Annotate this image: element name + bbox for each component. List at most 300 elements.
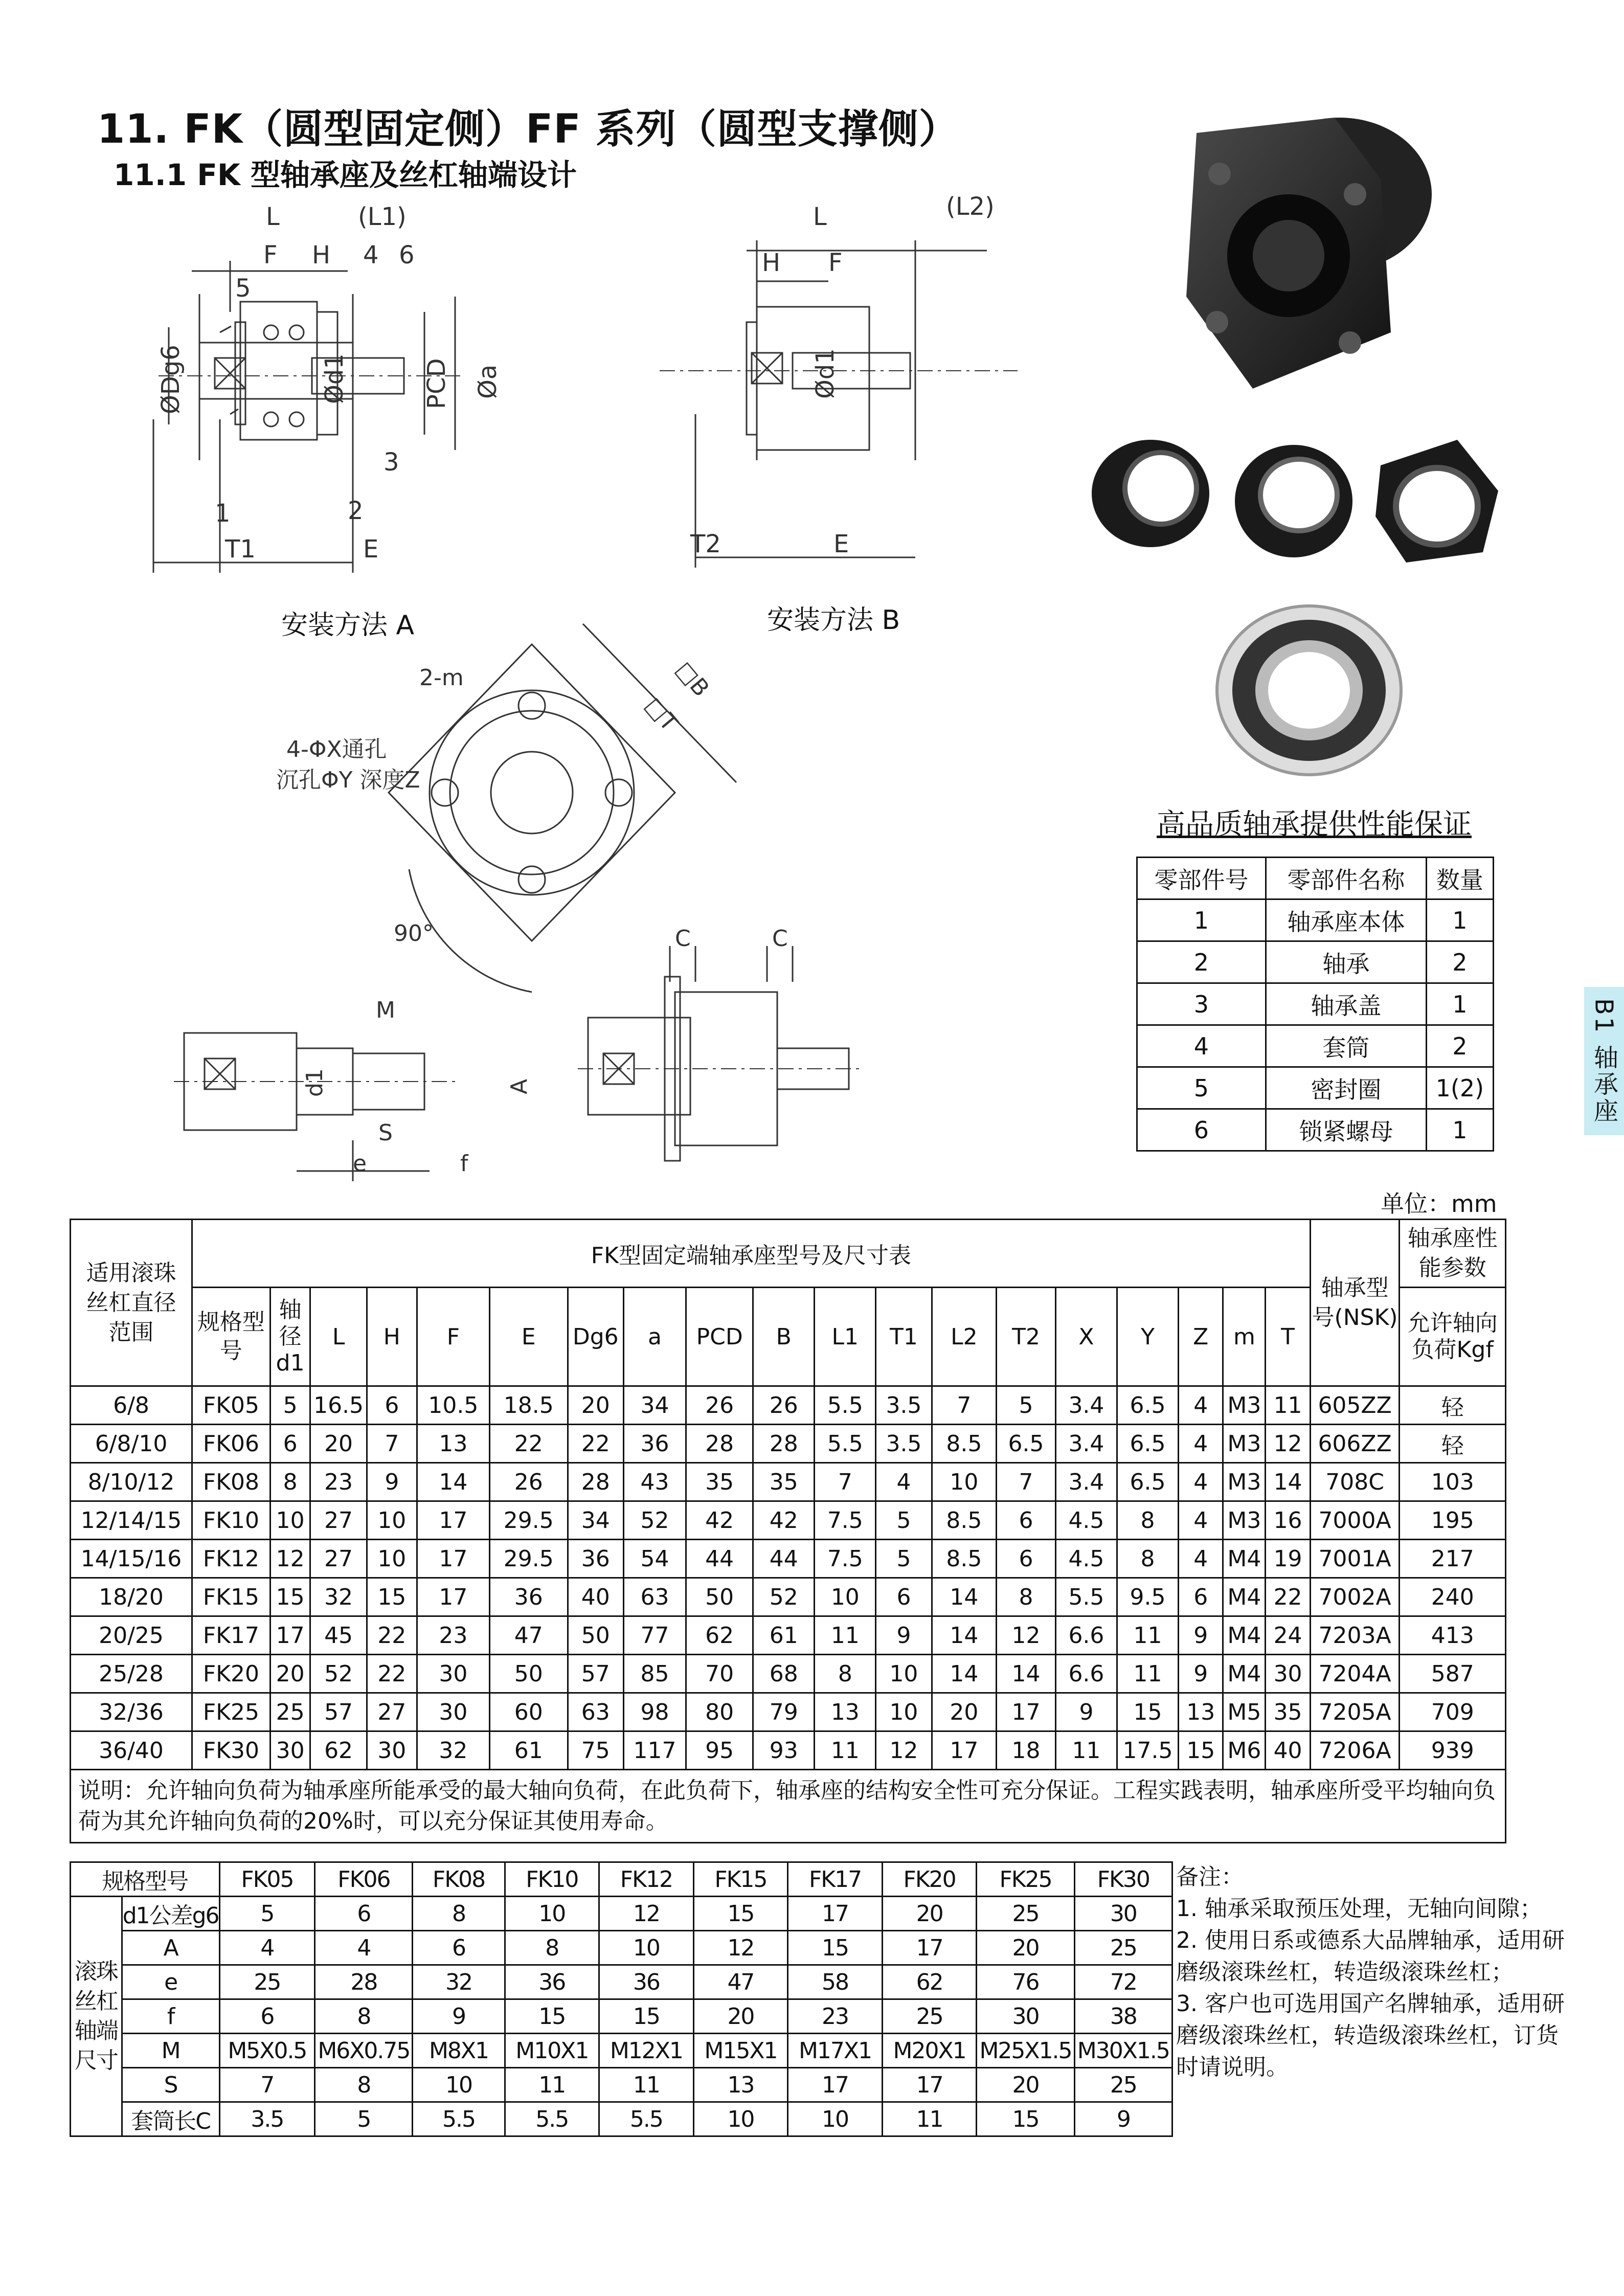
table-cell: 15 bbox=[270, 1578, 310, 1616]
table-cell: 12 bbox=[599, 1897, 694, 1931]
table-cell: 18/20 bbox=[71, 1578, 192, 1616]
header-L: L bbox=[310, 1288, 367, 1386]
drawing-assembled-shaft bbox=[578, 920, 946, 1207]
table-cell: 8/10/12 bbox=[71, 1463, 192, 1501]
label-2m: 2-m bbox=[419, 665, 464, 691]
table-cell: 32 bbox=[413, 1965, 505, 1999]
table-row bbox=[71, 1931, 1172, 1965]
label-F: F bbox=[263, 241, 278, 269]
table-cell: FK17 bbox=[192, 1616, 270, 1655]
header-F: F bbox=[417, 1288, 489, 1386]
label-T: □T bbox=[640, 692, 683, 736]
table-cell: 25 bbox=[882, 1999, 977, 2034]
table-cell: 29.5 bbox=[489, 1501, 568, 1540]
table-cell: 9 bbox=[413, 1999, 505, 2034]
table-cell: 93 bbox=[753, 1731, 815, 1770]
table-cell: 25 bbox=[1074, 2068, 1172, 2102]
table-cell: 50 bbox=[489, 1655, 568, 1693]
header-PCD: PCD bbox=[686, 1288, 753, 1386]
table-cell: 27 bbox=[310, 1501, 367, 1540]
table-cell: 6 bbox=[876, 1578, 932, 1616]
header-Dg6: Dg6 bbox=[568, 1288, 623, 1386]
table-cell: 75 bbox=[568, 1731, 623, 1770]
table-cell: 57 bbox=[568, 1655, 623, 1693]
table-cell: 17 bbox=[932, 1731, 997, 1770]
table-cell: 11 bbox=[505, 2068, 599, 2102]
table-cell: 12 bbox=[693, 1931, 788, 1965]
table-cell: 7 bbox=[815, 1463, 876, 1501]
table-cell: 17 bbox=[417, 1501, 489, 1540]
table-cell: 4 bbox=[315, 1931, 413, 1965]
table-cell: M3 bbox=[1223, 1501, 1266, 1540]
table-cell: 4 bbox=[876, 1463, 932, 1501]
table-cell: 34 bbox=[568, 1501, 623, 1540]
table-cell: 5.5 bbox=[815, 1386, 876, 1425]
cell: 5 bbox=[1137, 1067, 1266, 1109]
remark-item: 3. 客户也可选用国产名牌轴承，适用研磨级滚珠丝杠，转造级滚珠丝杠，订货时请说明。 bbox=[1176, 1991, 1565, 2080]
label-L1: (L1) bbox=[358, 202, 407, 231]
table-cell: 9.5 bbox=[1117, 1578, 1178, 1616]
table-cell: 14 bbox=[932, 1616, 997, 1655]
table-row bbox=[71, 1578, 1506, 1616]
table-cell: FK25 bbox=[192, 1693, 270, 1731]
table-cell: 20/25 bbox=[71, 1616, 192, 1655]
table-cell: 3.4 bbox=[1055, 1386, 1117, 1425]
table-cell: 14/15/16 bbox=[71, 1540, 192, 1578]
caption-method-b: 安装方法 B bbox=[767, 605, 900, 636]
cell: 套筒 bbox=[1266, 1025, 1426, 1067]
table-row bbox=[71, 1540, 1506, 1578]
table-cell: FK06 bbox=[192, 1425, 270, 1463]
table-cell: 26 bbox=[686, 1386, 753, 1425]
table-cell: M3 bbox=[1223, 1386, 1266, 1425]
table-subheader-row bbox=[71, 1288, 1506, 1386]
label-dg6: ØDg6 bbox=[156, 345, 185, 414]
table-cell: 11 bbox=[1266, 1386, 1310, 1425]
table-cell: 8.5 bbox=[932, 1540, 997, 1578]
cell: 轴承座本体 bbox=[1266, 899, 1426, 941]
table-cell: 27 bbox=[367, 1693, 417, 1731]
table-cell: 10 bbox=[693, 2102, 788, 2136]
table-cell: 22 bbox=[367, 1655, 417, 1693]
table-cell: 61 bbox=[753, 1616, 815, 1655]
table-cell: 8 bbox=[315, 1999, 413, 2034]
table-cell: 10 bbox=[788, 2102, 883, 2136]
remarks-title: 备注： bbox=[1176, 1864, 1244, 1890]
table-cell: 240 bbox=[1400, 1578, 1506, 1616]
table-cell: 5 bbox=[876, 1540, 932, 1578]
table-cell: 20 bbox=[882, 1897, 977, 1931]
table-cell: 12 bbox=[876, 1731, 932, 1770]
table-cell: 6/8 bbox=[71, 1386, 192, 1425]
header-d1: 轴径d1 bbox=[270, 1288, 310, 1386]
header-group-title: FK型固定端轴承座型号及尺寸表 bbox=[192, 1220, 1311, 1288]
cell: 轴承 bbox=[1266, 941, 1426, 983]
header-model: FK08 bbox=[413, 1862, 505, 1897]
header-model: FK30 bbox=[1074, 1862, 1172, 1897]
table-cell: 8 bbox=[815, 1655, 876, 1693]
table-cell: 16 bbox=[1266, 1501, 1310, 1540]
table-cell: 6.5 bbox=[1117, 1386, 1178, 1425]
table-cell: 20 bbox=[932, 1693, 997, 1731]
table-cell: 32 bbox=[417, 1731, 489, 1770]
table-cell: 30 bbox=[1266, 1655, 1310, 1693]
table-cell: 11 bbox=[1117, 1616, 1178, 1655]
table-cell: 17.5 bbox=[1117, 1731, 1178, 1770]
table-cell: 3.4 bbox=[1055, 1463, 1117, 1501]
table-cell: 22 bbox=[489, 1425, 568, 1463]
header-T1: T1 bbox=[876, 1288, 932, 1386]
table-cell: 80 bbox=[686, 1693, 753, 1731]
table-cell: M8X1 bbox=[413, 2034, 505, 2068]
label-B: □B bbox=[670, 657, 714, 702]
label-e: e bbox=[353, 1151, 367, 1177]
table-cell: 5 bbox=[219, 1897, 315, 1931]
table-cell: 36 bbox=[623, 1425, 686, 1463]
header-model: FK25 bbox=[977, 1862, 1074, 1897]
table-cell: 7204A bbox=[1310, 1655, 1400, 1693]
table-cell: 20 bbox=[977, 1931, 1074, 1965]
table-cell: 20 bbox=[568, 1386, 623, 1425]
table-cell: FK15 bbox=[192, 1578, 270, 1616]
table-cell: 6 bbox=[219, 1999, 315, 2034]
table-cell: 6.5 bbox=[997, 1425, 1056, 1463]
table-cell: 轻 bbox=[1400, 1425, 1506, 1463]
table-cell: 63 bbox=[568, 1693, 623, 1731]
label-y-counterbore: 沉孔ΦY 深度Z bbox=[276, 767, 420, 793]
table-cell: 95 bbox=[686, 1731, 753, 1770]
table-cell: 6 bbox=[997, 1501, 1056, 1540]
table-cell: 709 bbox=[1400, 1693, 1506, 1731]
table-cell: 30 bbox=[977, 1999, 1074, 2034]
cell: 1 bbox=[1426, 983, 1493, 1025]
table-cell: 6 bbox=[270, 1425, 310, 1463]
table-cell: FK20 bbox=[192, 1655, 270, 1693]
header-T2: T2 bbox=[997, 1288, 1056, 1386]
table-cell: 23 bbox=[310, 1463, 367, 1501]
label-A: A bbox=[506, 1078, 532, 1094]
table-cell: FK30 bbox=[192, 1731, 270, 1770]
table-cell: 28 bbox=[686, 1425, 753, 1463]
header-B: B bbox=[753, 1288, 815, 1386]
cell: 2 bbox=[1426, 941, 1493, 983]
product-photo-nut bbox=[1370, 430, 1503, 568]
header-E: E bbox=[489, 1288, 568, 1386]
header-model: FK10 bbox=[505, 1862, 599, 1897]
table-row bbox=[71, 1425, 1506, 1463]
table-cell: 36 bbox=[505, 1965, 599, 1999]
cell: 6 bbox=[1137, 1109, 1266, 1151]
header-L2: L2 bbox=[932, 1288, 997, 1386]
table-cell: 11 bbox=[1117, 1655, 1178, 1693]
table-cell: 4 bbox=[1179, 1501, 1223, 1540]
table-cell: M3 bbox=[1223, 1463, 1266, 1501]
table-cell: 36 bbox=[568, 1540, 623, 1578]
product-photo-housing bbox=[1166, 102, 1442, 409]
table-row bbox=[1137, 941, 1494, 983]
table-row bbox=[71, 2034, 1172, 2068]
drawing-method-a bbox=[138, 194, 639, 583]
table-row bbox=[1137, 1109, 1494, 1151]
table-cell: 30 bbox=[270, 1731, 310, 1770]
header-screw-range: 适用滚珠丝杠直径范围 bbox=[71, 1220, 192, 1386]
table-cell: 10 bbox=[876, 1693, 932, 1731]
table-cell: 26 bbox=[489, 1463, 568, 1501]
table-cell: 11 bbox=[815, 1616, 876, 1655]
table-cell: M25X1.5 bbox=[977, 2034, 1074, 2068]
table-cell: 23 bbox=[788, 1999, 883, 2034]
header-H: H bbox=[367, 1288, 417, 1386]
row-label: d1公差g6 bbox=[122, 1897, 219, 1931]
table-cell: 40 bbox=[568, 1578, 623, 1616]
header-model: FK15 bbox=[693, 1862, 788, 1897]
table-cell: 7205A bbox=[1310, 1693, 1400, 1731]
table-cell: 6 bbox=[413, 1931, 505, 1965]
header-X: X bbox=[1055, 1288, 1117, 1386]
drawing-shaft-end bbox=[174, 972, 562, 1197]
parts-table bbox=[1136, 857, 1494, 1152]
table-cell: 47 bbox=[489, 1616, 568, 1655]
table-cell: 36 bbox=[599, 1965, 694, 1999]
table-cell: 4 bbox=[219, 1931, 315, 1965]
label-E: E bbox=[833, 530, 849, 558]
header-part-name: 零部件名称 bbox=[1266, 858, 1426, 899]
table-cell: 77 bbox=[623, 1616, 686, 1655]
table-cell: 15 bbox=[367, 1578, 417, 1616]
table-cell: 32 bbox=[310, 1578, 367, 1616]
caption-method-a: 安装方法 A bbox=[281, 610, 415, 641]
table-cell: 8 bbox=[413, 1897, 505, 1931]
table-row bbox=[71, 1897, 1172, 1931]
page-title: 11. FK（圆型固定侧）FF 系列（圆型支撑侧） bbox=[97, 106, 959, 152]
table-cell: 98 bbox=[623, 1693, 686, 1731]
table-cell: 11 bbox=[815, 1731, 876, 1770]
table-cell: 606ZZ bbox=[1310, 1425, 1400, 1463]
table-cell: 13 bbox=[815, 1693, 876, 1731]
table-cell: 15 bbox=[977, 2102, 1074, 2136]
table-cell: 8 bbox=[1117, 1501, 1178, 1540]
label-C1: C bbox=[675, 926, 691, 952]
table-row bbox=[71, 1463, 1506, 1501]
drawing-method-b bbox=[660, 189, 1048, 578]
table-cell: 22 bbox=[1266, 1578, 1310, 1616]
header-model: FK06 bbox=[315, 1862, 413, 1897]
table-cell: 23 bbox=[417, 1616, 489, 1655]
table-cell: 14 bbox=[932, 1655, 997, 1693]
table-cell: 62 bbox=[882, 1965, 977, 1999]
table-cell: M4 bbox=[1223, 1540, 1266, 1578]
table-cell: M12X1 bbox=[599, 2034, 694, 2068]
table-cell: 20 bbox=[693, 1999, 788, 2034]
product-photo-ring-1 bbox=[1084, 430, 1217, 557]
header-m: m bbox=[1223, 1288, 1266, 1386]
table-cell: 79 bbox=[753, 1693, 815, 1731]
table-cell: FK08 bbox=[192, 1463, 270, 1501]
table-cell: 7203A bbox=[1310, 1616, 1400, 1655]
table-cell: 28 bbox=[568, 1463, 623, 1501]
label-T2: T2 bbox=[690, 530, 721, 558]
header-axial-load: 允许轴向负荷Kgf bbox=[1400, 1288, 1506, 1386]
table-cell: 4 bbox=[1179, 1425, 1223, 1463]
cell: 2 bbox=[1137, 941, 1266, 983]
table-cell: 18 bbox=[997, 1731, 1056, 1770]
table-cell: 25 bbox=[1074, 1931, 1172, 1965]
table-cell: 17 bbox=[270, 1616, 310, 1655]
table-cell: 103 bbox=[1400, 1463, 1506, 1501]
table-cell: 11 bbox=[599, 2068, 694, 2102]
table-cell: 8.5 bbox=[932, 1425, 997, 1463]
label-pcd: PCD bbox=[422, 358, 451, 409]
table-cell: FK10 bbox=[192, 1501, 270, 1540]
table-cell: 605ZZ bbox=[1310, 1386, 1400, 1425]
table-cell: 5.5 bbox=[1055, 1578, 1117, 1616]
table-cell: 15 bbox=[599, 1999, 694, 2034]
table-cell: 9 bbox=[367, 1463, 417, 1501]
table-cell: 13 bbox=[417, 1425, 489, 1463]
table-row bbox=[71, 1965, 1172, 1999]
table-cell: 61 bbox=[489, 1731, 568, 1770]
table-cell: FK12 bbox=[192, 1540, 270, 1578]
table-cell: 217 bbox=[1400, 1540, 1506, 1578]
header-part-no: 零部件号 bbox=[1137, 858, 1266, 899]
table-cell: 14 bbox=[417, 1463, 489, 1501]
table-cell: 28 bbox=[315, 1965, 413, 1999]
table-header-row bbox=[71, 1220, 1506, 1288]
table-cell: 708C bbox=[1310, 1463, 1400, 1501]
table-cell: 9 bbox=[1179, 1655, 1223, 1693]
table-row bbox=[71, 1501, 1506, 1540]
table-cell: 15 bbox=[693, 1897, 788, 1931]
table-cell: M17X1 bbox=[788, 2034, 883, 2068]
header-model: FK20 bbox=[882, 1862, 977, 1897]
table-cell: 42 bbox=[753, 1501, 815, 1540]
table-cell: 8.5 bbox=[932, 1501, 997, 1540]
table-cell: 11 bbox=[1055, 1731, 1117, 1770]
table-cell: 35 bbox=[686, 1463, 753, 1501]
header-a: a bbox=[623, 1288, 686, 1386]
table-row bbox=[71, 1655, 1506, 1693]
cell: 4 bbox=[1137, 1025, 1266, 1067]
header-model: FK05 bbox=[219, 1862, 315, 1897]
table-cell: 15 bbox=[505, 1999, 599, 2034]
table-cell: 5 bbox=[315, 2102, 413, 2136]
table-cell: 35 bbox=[753, 1463, 815, 1501]
table-cell: 587 bbox=[1400, 1655, 1506, 1693]
table-row bbox=[71, 1693, 1506, 1731]
table-row bbox=[1137, 899, 1494, 941]
table-cell: 6 bbox=[367, 1386, 417, 1425]
table-cell: M4 bbox=[1223, 1616, 1266, 1655]
table-row bbox=[71, 1999, 1172, 2034]
table-cell: 15 bbox=[788, 1931, 883, 1965]
table-cell: 413 bbox=[1400, 1616, 1506, 1655]
table-cell: 20 bbox=[977, 2068, 1074, 2102]
label-M: M bbox=[376, 997, 395, 1023]
shaft-end-table bbox=[70, 1861, 1173, 2137]
table-cell: 62 bbox=[686, 1616, 753, 1655]
table-body bbox=[71, 1862, 1172, 2136]
table-cell: 17 bbox=[997, 1693, 1056, 1731]
table-cell: 9 bbox=[876, 1616, 932, 1655]
header-Y: Y bbox=[1117, 1288, 1178, 1386]
product-photo-bearing bbox=[1212, 601, 1406, 780]
table-cell: 58 bbox=[788, 1965, 883, 1999]
table-note-row bbox=[71, 1770, 1506, 1843]
table-cell: 7.5 bbox=[815, 1501, 876, 1540]
cell: 2 bbox=[1426, 1025, 1493, 1067]
header-performance: 轴承座性能参数 bbox=[1400, 1220, 1506, 1288]
table-cell: 36/40 bbox=[71, 1731, 192, 1770]
product-photo-ring-2 bbox=[1227, 435, 1360, 568]
cell: 3 bbox=[1137, 983, 1266, 1025]
table-cell: 15 bbox=[1117, 1693, 1178, 1731]
table-row bbox=[71, 1616, 1506, 1655]
table-cell: 7001A bbox=[1310, 1540, 1400, 1578]
label-S: S bbox=[378, 1120, 393, 1146]
header-bearing-model: 轴承型号(NSK) bbox=[1310, 1220, 1400, 1386]
table-cell: 27 bbox=[310, 1540, 367, 1578]
row-label: A bbox=[122, 1931, 219, 1965]
header-model: FK12 bbox=[599, 1862, 694, 1897]
table-cell: 5 bbox=[876, 1501, 932, 1540]
table-cell: M6 bbox=[1223, 1731, 1266, 1770]
group-label: 滚珠丝杠轴端尺寸 bbox=[71, 1897, 122, 2136]
table-cell: 52 bbox=[310, 1655, 367, 1693]
label-4: 4 bbox=[363, 241, 379, 269]
table-cell: 7 bbox=[997, 1463, 1056, 1501]
table-cell: 52 bbox=[623, 1501, 686, 1540]
table-cell: 13 bbox=[693, 2068, 788, 2102]
table-cell: 12 bbox=[1266, 1425, 1310, 1463]
table-cell: 25 bbox=[219, 1965, 315, 1999]
label-L2: (L2) bbox=[946, 192, 995, 221]
cell: 密封圈 bbox=[1266, 1067, 1426, 1109]
table-cell: 6 bbox=[1179, 1578, 1223, 1616]
table-cell: 9 bbox=[1055, 1693, 1117, 1731]
cell: 1 bbox=[1426, 899, 1493, 941]
table-cell: 14 bbox=[997, 1655, 1056, 1693]
fk-dimension-table bbox=[70, 1219, 1506, 1843]
table-cell: 85 bbox=[623, 1655, 686, 1693]
table-cell: 43 bbox=[623, 1463, 686, 1501]
table-cell: 72 bbox=[1074, 1965, 1172, 1999]
table-cell: 63 bbox=[623, 1578, 686, 1616]
table-row bbox=[71, 1731, 1506, 1770]
table-cell: 12/14/15 bbox=[71, 1501, 192, 1540]
table-cell: 30 bbox=[417, 1693, 489, 1731]
table-cell: 12 bbox=[997, 1616, 1056, 1655]
unit-label: 单位：mm bbox=[1381, 1190, 1497, 1218]
table-cell: 40 bbox=[1266, 1731, 1310, 1770]
table-cell: 44 bbox=[753, 1540, 815, 1578]
table-row bbox=[71, 2068, 1172, 2102]
label-5: 5 bbox=[235, 274, 251, 303]
label-x-hole: 4-ΦX通孔 bbox=[286, 736, 387, 762]
table-body bbox=[71, 1386, 1506, 1770]
label-H: H bbox=[312, 241, 331, 269]
label-H: H bbox=[762, 249, 781, 277]
table-cell: 25/28 bbox=[71, 1655, 192, 1693]
table-cell: 4.5 bbox=[1055, 1501, 1117, 1540]
table-cell: 14 bbox=[1266, 1463, 1310, 1501]
table-cell: 10 bbox=[815, 1578, 876, 1616]
table-cell: 22 bbox=[367, 1616, 417, 1655]
row-label: M bbox=[122, 2034, 219, 2068]
table-cell: 26 bbox=[753, 1386, 815, 1425]
label-E: E bbox=[363, 535, 379, 564]
cell: 1 bbox=[1137, 899, 1266, 941]
remark-item: 2. 使用日系或德系大品牌轴承，适用研磨级滚珠丝杠，转造级滚珠丝杠； bbox=[1176, 1927, 1565, 1985]
